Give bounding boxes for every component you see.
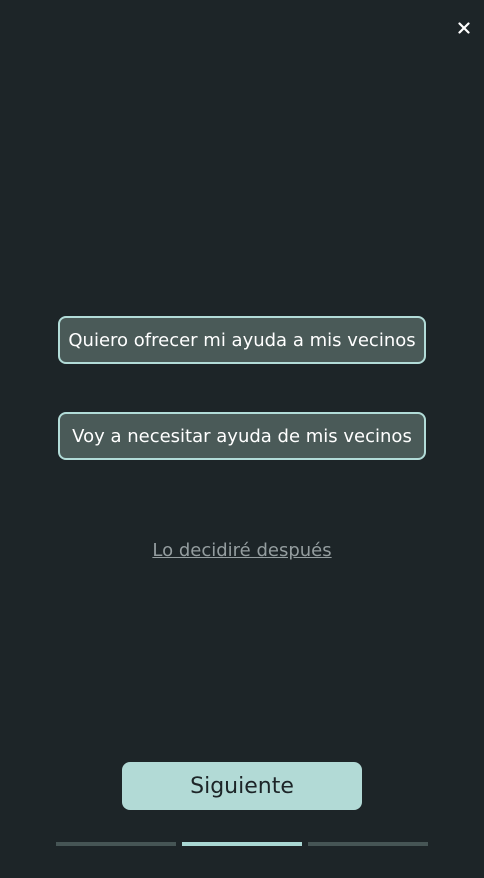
close-button[interactable] <box>452 16 476 40</box>
progress-indicator <box>56 842 428 846</box>
progress-step-1 <box>56 842 176 846</box>
need-help-button[interactable]: Voy a necesitar ayuda de mis vecinos <box>58 412 426 460</box>
progress-step-2 <box>182 842 302 846</box>
offer-help-button[interactable]: Quiero ofrecer mi ayuda a mis vecinos <box>58 316 426 364</box>
progress-step-3 <box>308 842 428 846</box>
close-icon <box>458 22 470 34</box>
next-button[interactable]: Siguiente <box>122 762 362 810</box>
decide-later-link[interactable]: Lo decidiré después <box>152 540 332 561</box>
